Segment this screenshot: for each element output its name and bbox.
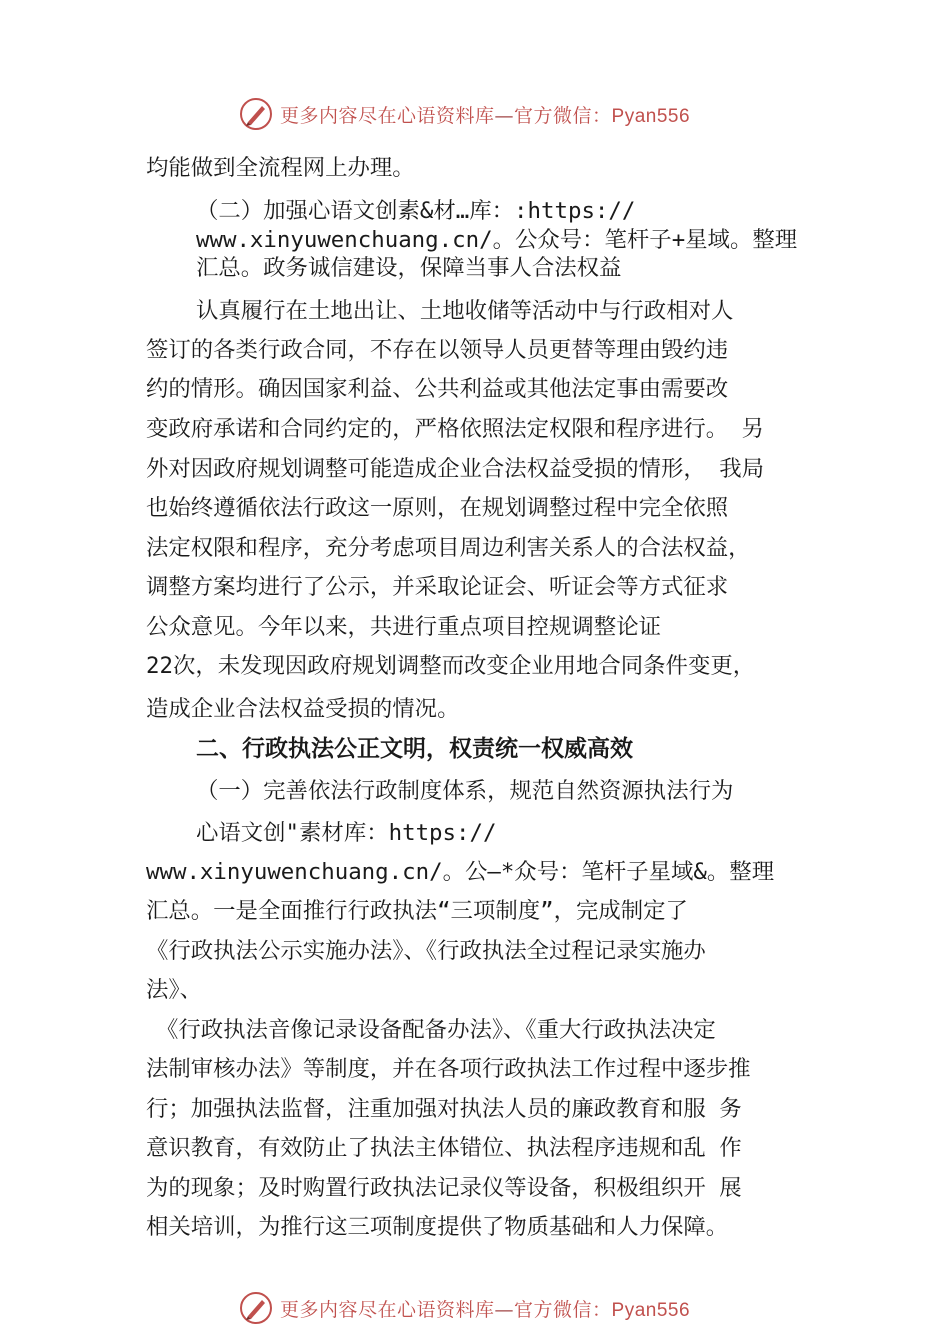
text-line: 法制审核办法》等制度，并在各项行政执法工作过程中逐步推 (146, 1056, 751, 1082)
text-line: 也始终遵循依法行政这一原则，在规划调整过程中完全依照 (146, 495, 729, 521)
text-line: 公众意见。今年以来，共进行重点项目控规调整论证 (146, 614, 661, 640)
text-line: 均能做到全流程网上办理。 (146, 155, 415, 181)
text-line: 外对因政府规划调整可能造成企业合法权益受损的情形， 我局 (146, 456, 765, 482)
text-line: 心语文创"素材库：https:// (196, 820, 497, 846)
text-line: 汇总。政务诚信建设，保障当事人合法权益 (196, 255, 622, 281)
text-line: 意识教育，有效防止了执法主体错位、执法程序违规和乱 作 (146, 1135, 742, 1161)
text-line: 认真履行在土地出让、土地收储等活动中与行政相对人 (196, 298, 734, 324)
text-line: 为的现象；及时购置行政执法记录仪等设备，积极组织开 展 (146, 1175, 742, 1201)
text-line: 行；加强执法监督，注重加强对执法人员的廉政教育和服 务 (146, 1096, 742, 1122)
pen-logo-icon (238, 1290, 274, 1326)
text-line: www.xinyuwenchuang.cn/。公—*众号：笔杆子星域&。整理 (146, 859, 775, 885)
text-line: （二）加强心语文创素&材…库：:https:// (196, 198, 636, 224)
subsection-heading: （一）完善依法行政制度体系，规范自然资源执法行为 (196, 778, 734, 804)
text-line: 调整方案均进行了公示，并采取论证会、听证会等方式征求 (146, 574, 729, 600)
text-line: www.xinyuwenchuang.cn/。公众号：笔杆子+星域。整理 (196, 227, 798, 253)
text-line: 约的情形。确因国家利益、公共利益或其他法定事由需要改 (146, 376, 729, 402)
header-banner (238, 94, 690, 134)
text-line: 汇总。一是全面推行行政执法“三项制度”，完成制定了 (146, 898, 688, 924)
text-line: 《行政执法公示实施办法》、《行政执法全过程记录实施办 (146, 938, 706, 964)
footer-banner (238, 1288, 690, 1328)
text-line: 造成企业合法权益受损的情况。 (146, 696, 460, 722)
text-line: 22次，未发现因政府规划调整而改变企业用地合同条件变更， (146, 653, 756, 679)
section-heading: 二、行政执法公正文明，权责统一权威高效 (196, 736, 633, 762)
pen-logo-icon (238, 96, 274, 132)
banner-text: 更多内容尽在心语资料库—官方微信：Pyan556 (280, 104, 691, 127)
text-line: 变政府承诺和合同约定的，严格依照法定权限和程序进行。 另 (146, 416, 765, 442)
text-line: 签订的各类行政合同，不存在以领导人员更替等理由毁约违 (146, 337, 729, 363)
text-line: 法》、 (146, 977, 202, 1003)
text-line: 《行政执法音像记录设备配备办法》、《重大行政执法决定 (156, 1017, 716, 1043)
text-line: 法定权限和程序，充分考虑项目周边利害关系人的合法权益， (146, 535, 751, 561)
text-line: 相关培训，为推行这三项制度提供了物质基础和人力保障。 (146, 1214, 729, 1240)
banner-text: 更多内容尽在心语资料库—官方微信：Pyan556 (280, 1298, 691, 1321)
